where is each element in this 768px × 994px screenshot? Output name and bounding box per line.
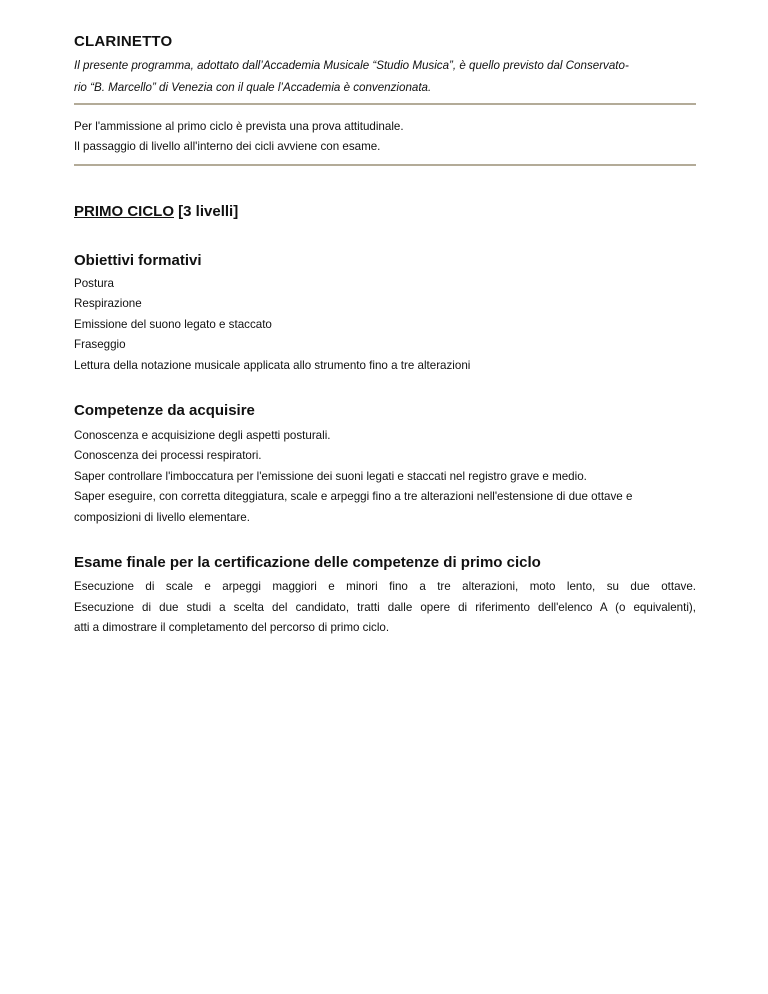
exam-heading: Esame finale per la certificazione delle competenze di primo ciclo	[74, 554, 541, 571]
intro-line: Il presente programma, adottato dall’Accademia Musicale “Studio Musica”, è quello previsto dal Conservato-	[74, 59, 629, 72]
intro-line: rio “B. Marcello” di Venezia con il quale l’Accademia è convenzionata.	[74, 81, 432, 94]
objective-item: Lettura della notazione musicale applicata allo strumento fino a tre alterazioni	[74, 359, 471, 372]
objective-item: Emissione del suono legato e staccato	[74, 318, 272, 331]
skill-item: Conoscenza dei processi respiratori.	[74, 449, 262, 462]
exam-line: Esecuzione di scale e arpeggi maggiori e minori fino a tre alterazioni, moto lento, su due ottave.	[74, 580, 696, 593]
divider	[74, 103, 696, 105]
skill-item: composizioni di livello elementare.	[74, 511, 250, 524]
admission-line: Per l'ammissione al primo ciclo è prevista una prova attitudinale.	[74, 120, 404, 133]
section-title: PRIMO CICLO	[74, 203, 174, 220]
skill-item: Saper controllare l'imboccatura per l'emissione dei suoni legati e staccati nel registro grave e medio.	[74, 470, 587, 483]
objectives-heading: Obiettivi formativi	[74, 252, 202, 269]
exam-line: Esecuzione di due studi a scelta del candidato, tratti dalle opere di riferimento dell'elenco A (o equivalenti),	[74, 600, 696, 614]
skill-item: Saper eseguire, con corretta diteggiatura, scale e arpeggi fino a tre alterazioni nell'estensione di due ottave e	[74, 490, 633, 503]
admission-line: Il passaggio di livello all'interno dei cicli avviene con esame.	[74, 140, 381, 153]
exam-paragraph	[74, 577, 696, 639]
objective-item: Respirazione	[74, 297, 142, 310]
skills-heading: Competenze da acquisire	[74, 402, 255, 419]
objective-item: Postura	[74, 277, 114, 290]
section-heading	[74, 203, 238, 220]
divider	[74, 164, 696, 166]
exam-line: atti a dimostrare il completamento del percorso di primo ciclo.	[74, 621, 390, 634]
section-suffix: [3 livelli]	[174, 203, 239, 220]
document-title: CLARINETTO	[74, 33, 173, 50]
objective-item: Fraseggio	[74, 338, 126, 351]
skill-item: Conoscenza e acquisizione degli aspetti posturali.	[74, 429, 331, 442]
intro-paragraph	[74, 55, 696, 99]
